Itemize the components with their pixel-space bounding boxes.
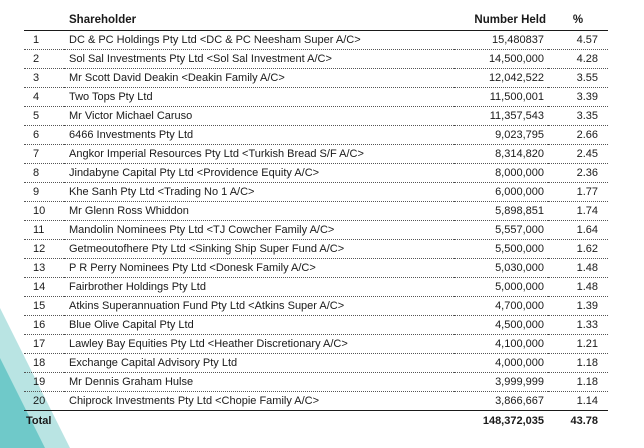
row-number-held: 4,700,000 xyxy=(454,297,548,316)
shareholder-column-header: Shareholder xyxy=(64,9,454,31)
row-number-held: 8,000,000 xyxy=(454,164,548,183)
row-shareholder: Getmeoutofhere Pty Ltd <Sinking Ship Super Fund A/C> xyxy=(64,240,454,259)
row-percent: 1.21 xyxy=(548,335,608,354)
row-rank: 4 xyxy=(24,88,64,107)
row-number-held: 3,999,999 xyxy=(454,373,548,392)
table-row xyxy=(24,297,608,316)
table-row xyxy=(24,335,608,354)
row-percent: 4.57 xyxy=(548,31,608,50)
table-row xyxy=(24,373,608,392)
row-number-held: 15,480837 xyxy=(454,31,548,50)
row-shareholder: Mr Victor Michael Caruso xyxy=(64,107,454,126)
row-rank: 18 xyxy=(24,354,64,373)
row-percent: 1.74 xyxy=(548,202,608,221)
row-number-held: 4,100,000 xyxy=(454,335,548,354)
row-shareholder: Two Tops Pty Ltd xyxy=(64,88,454,107)
row-number-held: 6,000,000 xyxy=(454,183,548,202)
row-rank: 6 xyxy=(24,126,64,145)
row-rank: 17 xyxy=(24,335,64,354)
row-shareholder: Angkor Imperial Resources Pty Ltd <Turkish Bread S/F A/C> xyxy=(64,145,454,164)
row-rank: 1 xyxy=(24,31,64,50)
table-row xyxy=(24,145,608,164)
row-shareholder: Fairbrother Holdings Pty Ltd xyxy=(64,278,454,297)
row-percent: 1.33 xyxy=(548,316,608,335)
row-percent: 1.14 xyxy=(548,392,608,411)
row-rank: 2 xyxy=(24,50,64,69)
row-number-held: 8,314,820 xyxy=(454,145,548,164)
row-number-held: 5,898,851 xyxy=(454,202,548,221)
table-row xyxy=(24,31,608,50)
row-rank: 14 xyxy=(24,278,64,297)
row-percent: 1.77 xyxy=(548,183,608,202)
row-number-held: 11,500,001 xyxy=(454,88,548,107)
table-row xyxy=(24,183,608,202)
total-percent: 43.78 xyxy=(548,411,608,432)
row-percent: 1.64 xyxy=(548,221,608,240)
row-percent: 1.48 xyxy=(548,259,608,278)
row-percent: 1.18 xyxy=(548,373,608,392)
total-row xyxy=(24,411,608,432)
row-rank: 16 xyxy=(24,316,64,335)
row-shareholder: Jindabyne Capital Pty Ltd <Providence Equity A/C> xyxy=(64,164,454,183)
total-spacer xyxy=(64,411,454,432)
total-label: Total xyxy=(24,411,64,432)
row-shareholder: Exchange Capital Advisory Pty Ltd xyxy=(64,354,454,373)
row-number-held: 5,500,000 xyxy=(454,240,548,259)
row-rank: 11 xyxy=(24,221,64,240)
row-shareholder: Chiprock Investments Pty Ltd <Chopie Family A/C> xyxy=(64,392,454,411)
row-shareholder: 6466 Investments Pty Ltd xyxy=(64,126,454,145)
table-row xyxy=(24,88,608,107)
table-row xyxy=(24,259,608,278)
table-header-row xyxy=(24,9,608,31)
row-number-held: 9,023,795 xyxy=(454,126,548,145)
top-shareholders-table xyxy=(24,9,608,431)
row-rank: 10 xyxy=(24,202,64,221)
row-shareholder: Lawley Bay Equities Pty Ltd <Heather Discretionary A/C> xyxy=(64,335,454,354)
row-percent: 1.62 xyxy=(548,240,608,259)
row-percent: 3.35 xyxy=(548,107,608,126)
row-number-held: 4,000,000 xyxy=(454,354,548,373)
row-rank: 8 xyxy=(24,164,64,183)
row-number-held: 5,000,000 xyxy=(454,278,548,297)
row-shareholder: Mandolin Nominees Pty Ltd <TJ Cowcher Family A/C> xyxy=(64,221,454,240)
table-row xyxy=(24,107,608,126)
row-number-held: 12,042,522 xyxy=(454,69,548,88)
row-shareholder: Mr Dennis Graham Hulse xyxy=(64,373,454,392)
row-percent: 3.55 xyxy=(548,69,608,88)
row-percent: 2.66 xyxy=(548,126,608,145)
number-held-column-header: Number Held xyxy=(454,9,548,31)
row-shareholder: Atkins Superannuation Fund Pty Ltd <Atkins Super A/C> xyxy=(64,297,454,316)
row-rank: 20 xyxy=(24,392,64,411)
table-row xyxy=(24,202,608,221)
table-row xyxy=(24,240,608,259)
rank-column-header xyxy=(24,9,64,31)
row-shareholder: Khe Sanh Pty Ltd <Trading No 1 A/C> xyxy=(64,183,454,202)
row-shareholder: DC & PC Holdings Pty Ltd <DC & PC Neesham Super A/C> xyxy=(64,31,454,50)
row-percent: 2.36 xyxy=(548,164,608,183)
row-rank: 12 xyxy=(24,240,64,259)
row-number-held: 11,357,543 xyxy=(454,107,548,126)
row-number-held: 3,866,667 xyxy=(454,392,548,411)
table-row xyxy=(24,164,608,183)
row-rank: 9 xyxy=(24,183,64,202)
row-shareholder: Blue Olive Capital Pty Ltd xyxy=(64,316,454,335)
table-row xyxy=(24,354,608,373)
total-number-held: 148,372,035 xyxy=(454,411,548,432)
row-rank: 15 xyxy=(24,297,64,316)
row-shareholder: Mr Glenn Ross Whiddon xyxy=(64,202,454,221)
row-shareholder: Mr Scott David Deakin <Deakin Family A/C> xyxy=(64,69,454,88)
row-rank: 19 xyxy=(24,373,64,392)
table-row xyxy=(24,69,608,88)
row-number-held: 5,030,000 xyxy=(454,259,548,278)
row-percent: 3.39 xyxy=(548,88,608,107)
table-row xyxy=(24,221,608,240)
row-percent: 2.45 xyxy=(548,145,608,164)
row-rank: 3 xyxy=(24,69,64,88)
table-row xyxy=(24,392,608,411)
row-number-held: 14,500,000 xyxy=(454,50,548,69)
row-percent: 1.18 xyxy=(548,354,608,373)
percent-column-header: % xyxy=(548,9,608,31)
row-rank: 13 xyxy=(24,259,64,278)
table-row xyxy=(24,50,608,69)
row-shareholder: P R Perry Nominees Pty Ltd <Donesk Family A/C> xyxy=(64,259,454,278)
row-rank: 7 xyxy=(24,145,64,164)
row-percent: 4.28 xyxy=(548,50,608,69)
table-row xyxy=(24,126,608,145)
row-number-held: 4,500,000 xyxy=(454,316,548,335)
table-row xyxy=(24,278,608,297)
row-percent: 1.48 xyxy=(548,278,608,297)
row-number-held: 5,557,000 xyxy=(454,221,548,240)
table-row xyxy=(24,316,608,335)
row-rank: 5 xyxy=(24,107,64,126)
row-percent: 1.39 xyxy=(548,297,608,316)
row-shareholder: Sol Sal Investments Pty Ltd <Sol Sal Investment A/C> xyxy=(64,50,454,69)
